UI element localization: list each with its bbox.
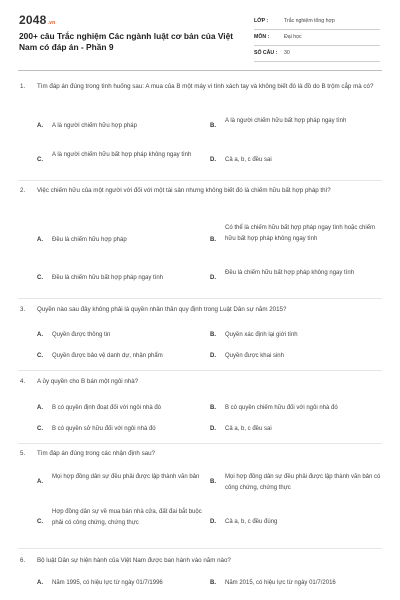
- option-text: B có quyền sở hữu đối với ngôi nhà đó: [52, 426, 156, 432]
- meta-key: LỚP :: [254, 18, 269, 24]
- option-text: Mọi hợp đồng dân sự đều phải được lập thành văn bản: [52, 474, 200, 480]
- question-stem: Việc chiếm hữu của một người với đối với một tài sản nhưng không biết đó là chiếm hữu bất hợp pháp thì?: [37, 187, 331, 194]
- meta-key: MÔN :: [254, 34, 270, 40]
- option-letter: A.: [37, 332, 43, 338]
- meta-row-count: [254, 46, 380, 62]
- option-letter: A.: [37, 123, 43, 129]
- question-divider: [18, 443, 382, 444]
- site-logo[interactable]: [19, 13, 55, 27]
- header-divider: [18, 70, 382, 71]
- option-letter: A.: [37, 580, 43, 586]
- logo-text: 2048: [19, 13, 47, 27]
- meta-panel: [254, 14, 380, 62]
- option-letter: D.: [210, 275, 216, 281]
- option-letter: B.: [210, 405, 216, 411]
- option-letter: A.: [37, 237, 43, 243]
- page-header: [0, 0, 400, 64]
- meta-value: Trắc nghiệm tổng hợp: [284, 18, 335, 24]
- question-number: 3.: [20, 306, 26, 313]
- meta-value: 30: [284, 50, 290, 56]
- question-stem: Tìm đáp án đúng trong tình huống sau: A mua của B một máy vi tính xách tay và không biết đó là đồ do B trộm cắp mà có?: [37, 83, 374, 90]
- meta-row-subject: [254, 30, 380, 46]
- option-letter: B.: [210, 332, 216, 338]
- option-text: Đều là chiếm hữu bất hợp pháp ngay tình: [52, 275, 164, 281]
- question-divider: [18, 548, 382, 549]
- option-text: Quyền được thông tin: [52, 332, 111, 338]
- option-text: Quyền được bảo vệ danh dự, nhân phẩm: [52, 353, 163, 359]
- option-text: B có quyền định đoạt đối với ngôi nhà đó: [52, 405, 162, 411]
- option-letter: C.: [37, 426, 43, 432]
- option-letter: D.: [210, 426, 216, 432]
- meta-key: SỐ CÂU :: [254, 50, 278, 56]
- question-divider: [18, 370, 382, 371]
- question-number: 5.: [20, 450, 26, 457]
- option-letter: C.: [37, 275, 43, 281]
- question-stem: Tìm đáp án đúng trong các nhận định sau?: [37, 450, 155, 457]
- question-number: 4.: [20, 378, 26, 385]
- option-text: Có thể là chiếm hữu bất hợp pháp ngay tình hoặc chiếm hữu bất hợp pháp không ngay tình: [225, 225, 376, 242]
- option-letter: B.: [210, 580, 216, 586]
- option-letter: C.: [37, 353, 43, 359]
- question-stem: Bộ luật Dân sự hiện hành của Việt Nam được ban hành vào năm nào?: [37, 557, 231, 564]
- option-letter: B.: [210, 123, 216, 129]
- question-divider: [18, 298, 382, 299]
- option-letter: A.: [37, 405, 43, 411]
- option-letter: A.: [37, 479, 43, 485]
- option-text: Mọi hợp đồng dân sự đều phải được lập thành văn bản có công chứng, chứng thực: [225, 474, 381, 491]
- question-number: 1.: [20, 83, 26, 90]
- option-text: Đều là chiếm hữu bất hợp pháp không ngay tình: [225, 270, 355, 276]
- option-letter: D.: [210, 519, 216, 525]
- option-text: Năm 2015, có hiệu lực từ ngày 01/7/2016: [225, 580, 336, 586]
- question-number: 2.: [20, 187, 26, 194]
- meta-row-class: [254, 14, 380, 30]
- option-letter: C.: [37, 519, 43, 525]
- option-text: A là người chiếm hữu hợp pháp: [52, 123, 137, 129]
- option-text: B có quyền chiếm hữu đối với ngôi nhà đó: [225, 405, 338, 411]
- option-letter: B.: [210, 237, 216, 243]
- option-text: Năm 1995, có hiệu lực từ ngày 01/7/1996: [52, 580, 163, 586]
- question-stem: A ủy quyền cho B bán một ngôi nhà?: [37, 378, 139, 385]
- option-letter: D.: [210, 353, 216, 359]
- meta-value: Đại học: [284, 34, 302, 40]
- option-text: Quyền được khai sinh: [225, 353, 284, 359]
- option-text: Đều là chiếm hữu hợp pháp: [52, 237, 127, 243]
- question-number: 6.: [20, 557, 26, 564]
- option-letter: C.: [37, 157, 43, 163]
- logo-suffix: .vn: [47, 20, 56, 26]
- option-text: A là người chiếm hữu bất hợp pháp ngay tình: [225, 118, 347, 124]
- option-text: Cả a, b, c đều sai: [225, 426, 272, 432]
- option-text: Quyền xác định lại giới tính: [225, 332, 298, 338]
- option-text: Hợp đồng dân sự về mua bán nhà cửa, đất đai bắt buộc phải có công chứng, chứng thực: [52, 509, 202, 526]
- option-letter: D.: [210, 157, 216, 163]
- option-text: A là người chiếm hữu bất hợp pháp không ngay tình: [52, 152, 192, 158]
- page-title: 200+ câu Trắc nghiệm Các ngành luật cơ bản của Việt Nam có đáp án - Phần 9: [19, 31, 234, 52]
- option-letter: B.: [210, 479, 216, 485]
- option-text: Cả a, b, c đều sai: [225, 157, 272, 163]
- option-text: Cả a, b, c đều đúng: [225, 519, 278, 525]
- question-divider: [18, 180, 382, 181]
- question-stem: Quyền nào sau đây không phải là quyền nhân thân quy định trong Luật Dân sự năm 2015?: [37, 306, 287, 313]
